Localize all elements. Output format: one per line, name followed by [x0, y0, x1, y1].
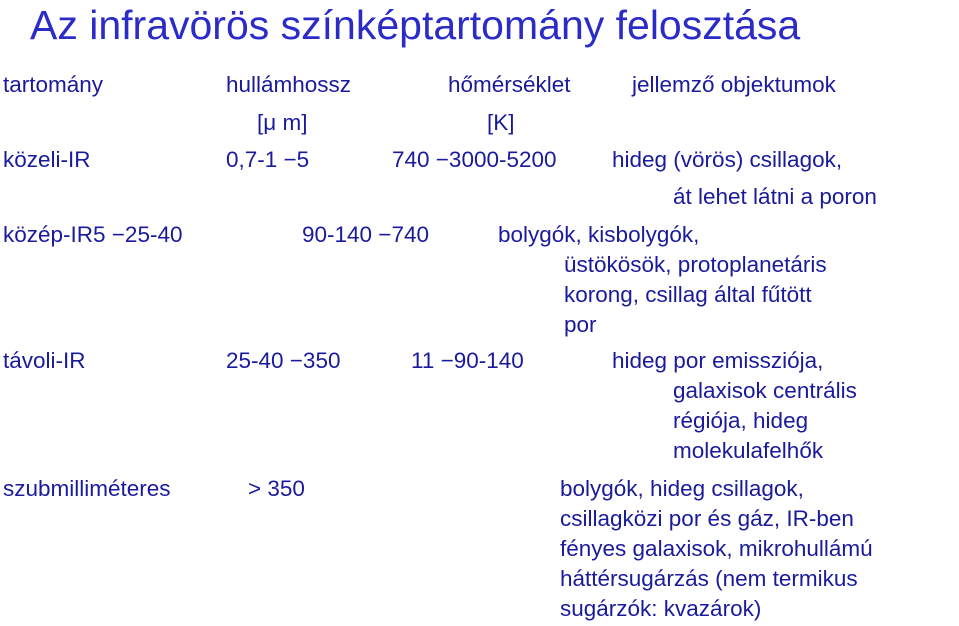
- header-objects: jellemző objektumok: [632, 72, 836, 97]
- row-range: közép-IR5 −25-40: [3, 222, 183, 247]
- row-range: szubmilliméteres: [3, 476, 171, 501]
- row-objects-line: fényes galaxisok, mikrohullámú: [560, 536, 873, 561]
- page-title: Az infravörös színképtartomány felosztása: [30, 2, 801, 48]
- row-objects-line: por: [564, 312, 597, 337]
- row-temperature: 740 −3000-5200: [392, 147, 557, 172]
- row-objects-line: bolygók, hideg csillagok,: [560, 476, 804, 501]
- row-objects-line: galaxisok centrális: [673, 378, 857, 403]
- row-objects-line: korong, csillag által fűtött: [564, 282, 812, 307]
- header-temperature-unit: [K]: [487, 110, 515, 135]
- row-objects-line: molekulafelhők: [673, 438, 824, 463]
- row-range: távoli-IR: [3, 348, 86, 373]
- row-temperature: 11 −90-140: [411, 348, 524, 373]
- row-range: közeli-IR: [3, 147, 91, 172]
- row-objects-line: üstökösök, protoplanetáris: [564, 252, 827, 277]
- header-wavelength-unit: [μ m]: [257, 110, 308, 135]
- row-objects-line: hideg (vörös) csillagok,: [612, 147, 843, 172]
- row-wavelength: 0,7-1 −5: [226, 147, 310, 172]
- header-range: tartomány: [3, 72, 104, 97]
- row-objects-line: bolygók, kisbolygók,: [498, 222, 700, 247]
- row-wavelength: 25-40 −350: [226, 348, 341, 373]
- row-temperature: 90-140 −740: [302, 222, 429, 247]
- row-objects-line: át lehet látni a poron: [673, 184, 877, 209]
- header-wavelength: hullámhossz: [226, 72, 352, 97]
- row-objects-line: háttérsugárzás (nem termikus: [560, 566, 858, 591]
- row-objects-line: csillagközi por és gáz, IR-ben: [560, 506, 854, 531]
- row-objects-line: hideg por emissziója,: [612, 348, 824, 373]
- row-objects-line: régiója, hideg: [673, 408, 809, 433]
- row-objects-line: sugárzók: kvazárok): [560, 596, 762, 621]
- header-temperature: hőmérséklet: [448, 72, 571, 97]
- row-wavelength: > 350: [248, 476, 305, 501]
